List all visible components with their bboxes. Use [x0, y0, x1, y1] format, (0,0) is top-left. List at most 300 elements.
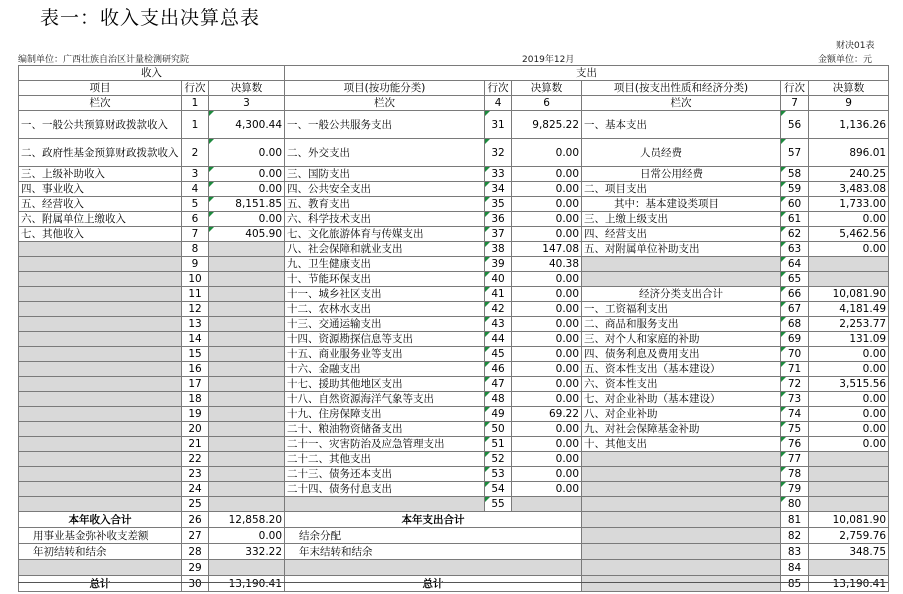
- income-item-label: [19, 257, 182, 272]
- income-amount: [209, 302, 285, 317]
- economic-amount: [809, 482, 889, 497]
- economic-item-label: 日常公用经费: [582, 167, 781, 182]
- economic-amount: [809, 257, 889, 272]
- row-no: 71: [781, 362, 809, 377]
- row-no: 56: [781, 111, 809, 139]
- income-item-label: [19, 437, 182, 452]
- row-no: 33: [485, 167, 512, 182]
- page-title: 表一：收入支出决算总表: [40, 7, 261, 29]
- row-no: 11: [182, 287, 209, 302]
- blank-cell: [582, 576, 781, 592]
- blank-cell: [582, 544, 781, 560]
- final-amount-header: 决算数: [809, 81, 889, 96]
- function-amount: 0.00: [512, 452, 582, 467]
- table-row: [19, 197, 889, 212]
- header-row-3: [19, 96, 889, 111]
- function-item-label: 十一、城乡社区支出: [285, 287, 485, 302]
- col-number: 6: [512, 96, 582, 111]
- income-item-label: [19, 287, 182, 302]
- economic-amount: 5,462.56: [809, 227, 889, 242]
- row-no: 31: [485, 111, 512, 139]
- function-item-label: [285, 497, 485, 512]
- row-no: 85: [781, 576, 809, 592]
- table-row: [19, 182, 889, 197]
- function-amount: 0.00: [512, 182, 582, 197]
- function-amount: 0.00: [512, 422, 582, 437]
- function-item-label: 十四、资源勘探信息等支出: [285, 332, 485, 347]
- row-no: 6: [182, 212, 209, 227]
- income-amount: [209, 347, 285, 362]
- grand-total-row: [19, 576, 889, 592]
- function-item-label: 八、社会保障和就业支出: [285, 242, 485, 257]
- income-amount: 4,300.44: [209, 111, 285, 139]
- row-no: 61: [781, 212, 809, 227]
- income-item-label: 二、政府性基金预算财政拨款收入: [19, 139, 182, 167]
- row-no: 62: [781, 227, 809, 242]
- row-no: 7: [182, 227, 209, 242]
- income-amount: 0.00: [209, 167, 285, 182]
- economic-amount: 3,483.08: [809, 182, 889, 197]
- row-no: 14: [182, 332, 209, 347]
- economic-item-label: 一、基本支出: [582, 111, 781, 139]
- row-no: 26: [182, 512, 209, 528]
- function-amount: 0.00: [512, 362, 582, 377]
- function-item-label: 四、公共安全支出: [285, 182, 485, 197]
- function-amount: 0.00: [512, 392, 582, 407]
- col-number: 7: [781, 96, 809, 111]
- row-no: 63: [781, 242, 809, 257]
- economic-item-label: 二、商品和服务支出: [582, 317, 781, 332]
- row-no: 60: [781, 197, 809, 212]
- row-no: 67: [781, 302, 809, 317]
- row-no: 21: [182, 437, 209, 452]
- economic-item-label: 人员经费: [582, 139, 781, 167]
- economic-item-label: 七、对企业补助（基本建设）: [582, 392, 781, 407]
- income-item-label: [19, 407, 182, 422]
- final-amount-header: 决算数: [209, 81, 285, 96]
- form-code: 财决01表: [836, 41, 875, 51]
- income-item-label: 七、其他收入: [19, 227, 182, 242]
- row-no: 17: [182, 377, 209, 392]
- row-no: 9: [182, 257, 209, 272]
- economic-item-label: 三、上缴上级支出: [582, 212, 781, 227]
- function-amount: 0.00: [512, 212, 582, 227]
- function-item-label: 二十四、债务付息支出: [285, 482, 485, 497]
- row-no: 28: [182, 544, 209, 560]
- row-no: 50: [485, 422, 512, 437]
- table-row: [19, 167, 889, 182]
- col-label: 栏次: [285, 96, 485, 111]
- economic-amount: 0.00: [809, 422, 889, 437]
- table-row: [19, 422, 889, 437]
- economic-item-label: 六、资本性支出: [582, 377, 781, 392]
- row-no: 72: [781, 377, 809, 392]
- function-amount: 0.00: [512, 347, 582, 362]
- row-no: 37: [485, 227, 512, 242]
- income-amount: [209, 392, 285, 407]
- row-no: 68: [781, 317, 809, 332]
- function-amount: 9,825.22: [512, 111, 582, 139]
- function-amount: [512, 497, 582, 512]
- function-amount: 0.00: [512, 167, 582, 182]
- income-amount: [209, 467, 285, 482]
- income-item-label: [19, 332, 182, 347]
- function-item-label: 十八、自然资源海洋气象等支出: [285, 392, 485, 407]
- row-no: 22: [182, 452, 209, 467]
- economic-item-label: 八、对企业补助: [582, 407, 781, 422]
- table-row: [19, 287, 889, 302]
- function-item-label: 七、文化旅游体育与传媒支出: [285, 227, 485, 242]
- item-by-function-header: 项目(按功能分类): [285, 81, 485, 96]
- report-date: 2019年12月: [522, 55, 575, 65]
- income-item-label: [19, 467, 182, 482]
- economic-item-label: [582, 452, 781, 467]
- economic-amount: 0.00: [809, 242, 889, 257]
- col-label: 栏次: [582, 96, 781, 111]
- header-row-1: [19, 66, 889, 81]
- income-header: 收入: [19, 66, 285, 81]
- economic-item-label: 十、其他支出: [582, 437, 781, 452]
- row-no: 8: [182, 242, 209, 257]
- row-no: 65: [781, 272, 809, 287]
- table-row: [19, 347, 889, 362]
- row-no: 25: [182, 497, 209, 512]
- function-item-label: 二十三、债务还本支出: [285, 467, 485, 482]
- end-balance-label: 年末结转和结余: [285, 544, 582, 560]
- row-no: 64: [781, 257, 809, 272]
- row-no: 34: [485, 182, 512, 197]
- economic-amount: [809, 467, 889, 482]
- table-row: [19, 377, 889, 392]
- row-no: 54: [485, 482, 512, 497]
- function-amount: 0.00: [512, 227, 582, 242]
- row-no: 40: [485, 272, 512, 287]
- function-amount: 0.00: [512, 467, 582, 482]
- blank-cell: [209, 560, 285, 576]
- function-item-label: 十、节能环保支出: [285, 272, 485, 287]
- table-row: [19, 362, 889, 377]
- header-row-2: [19, 81, 889, 96]
- row-no: 82: [781, 528, 809, 544]
- row-no: 19: [182, 407, 209, 422]
- row-no: 41: [485, 287, 512, 302]
- income-amount: [209, 242, 285, 257]
- table-row: [19, 139, 889, 167]
- income-item-label: 五、经营收入: [19, 197, 182, 212]
- row-no: 69: [781, 332, 809, 347]
- row-no: 18: [182, 392, 209, 407]
- function-amount: 0.00: [512, 139, 582, 167]
- function-item-label: 二十、粮油物资储备支出: [285, 422, 485, 437]
- economic-amount: 0.00: [809, 392, 889, 407]
- income-amount: [209, 422, 285, 437]
- fund-dist-label: 结余分配: [285, 528, 582, 544]
- income-amount: [209, 257, 285, 272]
- income-amount: [209, 362, 285, 377]
- row-no: 43: [485, 317, 512, 332]
- economic-item-label: 九、对社会保障基金补助: [582, 422, 781, 437]
- bottom-rule: [18, 582, 888, 583]
- row-no: 75: [781, 422, 809, 437]
- income-item-label: [19, 302, 182, 317]
- income-total-value: 12,858.20: [209, 512, 285, 528]
- row-no: 1: [182, 111, 209, 139]
- row-no: 2: [182, 139, 209, 167]
- economic-amount: 0.00: [809, 212, 889, 227]
- row-no: 16: [182, 362, 209, 377]
- year-total-row: [19, 512, 889, 528]
- row-no-header: 行次: [182, 81, 209, 96]
- income-item-label: [19, 242, 182, 257]
- function-item-label: 十二、农林水支出: [285, 302, 485, 317]
- economic-item-label: 五、资本性支出（基本建设）: [582, 362, 781, 377]
- row-no: 45: [485, 347, 512, 362]
- income-item-label: 六、附属单位上缴收入: [19, 212, 182, 227]
- income-item-label: [19, 272, 182, 287]
- row-no: 44: [485, 332, 512, 347]
- blank-cell: [809, 560, 889, 576]
- table-row: [19, 332, 889, 347]
- income-amount: 8,151.85: [209, 197, 285, 212]
- final-amount-header: 决算数: [512, 81, 582, 96]
- function-item-label: 六、科学技术支出: [285, 212, 485, 227]
- row-no: 35: [485, 197, 512, 212]
- col-number: 9: [809, 96, 889, 111]
- row-no: 74: [781, 407, 809, 422]
- economic-item-label: 三、对个人和家庭的补助: [582, 332, 781, 347]
- economic-amount: [809, 452, 889, 467]
- blank-cell: [582, 528, 781, 544]
- economic-amount: 0.00: [809, 407, 889, 422]
- table-row: [19, 467, 889, 482]
- row-no: 27: [182, 528, 209, 544]
- expense-header: 支出: [285, 66, 889, 81]
- item-header: 项目: [19, 81, 182, 96]
- fund-dist-value: 2,759.76: [809, 528, 889, 544]
- row-no: 5: [182, 197, 209, 212]
- currency-label: 金额单位：元: [818, 55, 873, 65]
- economic-amount: 1,733.00: [809, 197, 889, 212]
- end-balance-value: 348.75: [809, 544, 889, 560]
- income-item-label: [19, 317, 182, 332]
- function-item-label: 十七、援助其他地区支出: [285, 377, 485, 392]
- budget-table: [18, 65, 889, 592]
- row-no: 36: [485, 212, 512, 227]
- economic-amount: [809, 497, 889, 512]
- function-amount: 0.00: [512, 482, 582, 497]
- income-item-label: [19, 482, 182, 497]
- income-amount: 0.00: [209, 182, 285, 197]
- grand-total-label-right: 总计: [285, 576, 582, 592]
- fund-gap-value: 0.00: [209, 528, 285, 544]
- row-no: 49: [485, 407, 512, 422]
- function-item-label: 十九、住房保障支出: [285, 407, 485, 422]
- row-no: 59: [781, 182, 809, 197]
- row-no: 70: [781, 347, 809, 362]
- income-amount: [209, 272, 285, 287]
- row-no: 38: [485, 242, 512, 257]
- income-amount: [209, 482, 285, 497]
- row-no: 55: [485, 497, 512, 512]
- function-item-label: 五、教育支出: [285, 197, 485, 212]
- economic-item-label: 四、债务利息及费用支出: [582, 347, 781, 362]
- blank-cell: [19, 560, 182, 576]
- row-no: 39: [485, 257, 512, 272]
- economic-amount: 240.25: [809, 167, 889, 182]
- function-amount: 0.00: [512, 302, 582, 317]
- row-no: 84: [781, 560, 809, 576]
- expense-total-label: 本年支出合计: [285, 512, 582, 528]
- row-no: 47: [485, 377, 512, 392]
- blank-summary-row: [19, 560, 889, 576]
- economic-amount: 3,515.56: [809, 377, 889, 392]
- row-no: 58: [781, 167, 809, 182]
- function-amount: 69.22: [512, 407, 582, 422]
- income-amount: [209, 287, 285, 302]
- row-no-header: 行次: [781, 81, 809, 96]
- row-no: 77: [781, 452, 809, 467]
- function-item-label: 三、国防支出: [285, 167, 485, 182]
- table-row: [19, 392, 889, 407]
- function-item-label: 十五、商业服务业等支出: [285, 347, 485, 362]
- function-amount: 147.08: [512, 242, 582, 257]
- row-no: 79: [781, 482, 809, 497]
- table-row: [19, 212, 889, 227]
- table-row: [19, 302, 889, 317]
- item-by-economic-header: 项目(按支出性质和经济分类): [582, 81, 781, 96]
- begin-balance-value: 332.22: [209, 544, 285, 560]
- row-no: 57: [781, 139, 809, 167]
- income-amount: [209, 452, 285, 467]
- income-item-label: [19, 497, 182, 512]
- economic-item-label: [582, 272, 781, 287]
- table-row: [19, 407, 889, 422]
- row-no: 30: [182, 576, 209, 592]
- blank-cell: [582, 512, 781, 528]
- income-item-label: [19, 347, 182, 362]
- income-amount: 0.00: [209, 139, 285, 167]
- income-amount: [209, 377, 285, 392]
- blank-cell: [285, 560, 582, 576]
- unit-label: 编制单位：广西壮族自治区计量检测研究院: [18, 55, 190, 65]
- table-row: [19, 482, 889, 497]
- economic-amount: 131.09: [809, 332, 889, 347]
- col-number: 4: [485, 96, 512, 111]
- table-row: [19, 317, 889, 332]
- income-item-label: [19, 362, 182, 377]
- row-no: 80: [781, 497, 809, 512]
- economic-amount: 0.00: [809, 347, 889, 362]
- table-row: [19, 497, 889, 512]
- function-amount: 0.00: [512, 287, 582, 302]
- grand-total-value-right: 13,190.41: [809, 576, 889, 592]
- table-row: [19, 452, 889, 467]
- col-label: 栏次: [19, 96, 182, 111]
- row-no: 53: [485, 467, 512, 482]
- table-row: [19, 257, 889, 272]
- row-no: 78: [781, 467, 809, 482]
- row-no-header: 行次: [485, 81, 512, 96]
- economic-item-label: [582, 482, 781, 497]
- table-row: [19, 242, 889, 257]
- function-amount: 0.00: [512, 272, 582, 287]
- economic-item-label: [582, 497, 781, 512]
- income-total-label: 本年收入合计: [19, 512, 182, 528]
- income-amount: 405.90: [209, 227, 285, 242]
- income-amount: [209, 497, 285, 512]
- table-row: [19, 227, 889, 242]
- row-no: 66: [781, 287, 809, 302]
- row-no: 46: [485, 362, 512, 377]
- row-no: 29: [182, 560, 209, 576]
- income-amount: [209, 317, 285, 332]
- function-amount: 0.00: [512, 332, 582, 347]
- function-item-label: 二、外交支出: [285, 139, 485, 167]
- income-item-label: 三、上级补助收入: [19, 167, 182, 182]
- col-number: 1: [182, 96, 209, 111]
- income-item-label: [19, 392, 182, 407]
- function-item-label: 十六、金融支出: [285, 362, 485, 377]
- function-item-label: 九、卫生健康支出: [285, 257, 485, 272]
- row-no: 81: [781, 512, 809, 528]
- row-no: 51: [485, 437, 512, 452]
- row-no: 10: [182, 272, 209, 287]
- row-no: 4: [182, 182, 209, 197]
- function-amount: 0.00: [512, 437, 582, 452]
- row-no: 42: [485, 302, 512, 317]
- row-no: 23: [182, 467, 209, 482]
- begin-balance-label: 年初结转和结余: [19, 544, 182, 560]
- economic-item-label: 经济分类支出合计: [582, 287, 781, 302]
- economic-item-label: [582, 467, 781, 482]
- income-item-label: 四、事业收入: [19, 182, 182, 197]
- function-amount: 0.00: [512, 317, 582, 332]
- grand-total-label: 总计: [19, 576, 182, 592]
- income-item-label: [19, 422, 182, 437]
- economic-amount: 10,081.90: [809, 287, 889, 302]
- fund-gap-label: 用事业基金弥补收支差额: [19, 528, 182, 544]
- income-amount: [209, 437, 285, 452]
- function-item-label: 二十一、灾害防治及应急管理支出: [285, 437, 485, 452]
- row-no: 13: [182, 317, 209, 332]
- expense-total-value: 10,081.90: [809, 512, 889, 528]
- function-amount: 0.00: [512, 197, 582, 212]
- table-row: [19, 272, 889, 287]
- col-number: 3: [209, 96, 285, 111]
- row-no: 15: [182, 347, 209, 362]
- economic-amount: [809, 272, 889, 287]
- row-no: 83: [781, 544, 809, 560]
- economic-item-label: 一、工资福利支出: [582, 302, 781, 317]
- income-item-label: [19, 377, 182, 392]
- row-no: 3: [182, 167, 209, 182]
- income-amount: 0.00: [209, 212, 285, 227]
- blank-cell: [582, 560, 781, 576]
- row-no: 24: [182, 482, 209, 497]
- economic-item-label: 其中：基本建设类项目: [582, 197, 781, 212]
- function-item-label: 一、一般公共服务支出: [285, 111, 485, 139]
- income-amount: [209, 332, 285, 347]
- row-no: 52: [485, 452, 512, 467]
- function-item-label: 十三、交通运输支出: [285, 317, 485, 332]
- economic-amount: 2,253.77: [809, 317, 889, 332]
- economic-amount: 896.01: [809, 139, 889, 167]
- income-amount: [209, 407, 285, 422]
- function-amount: 40.38: [512, 257, 582, 272]
- economic-amount: 1,136.26: [809, 111, 889, 139]
- table-row: [19, 437, 889, 452]
- row-no: 20: [182, 422, 209, 437]
